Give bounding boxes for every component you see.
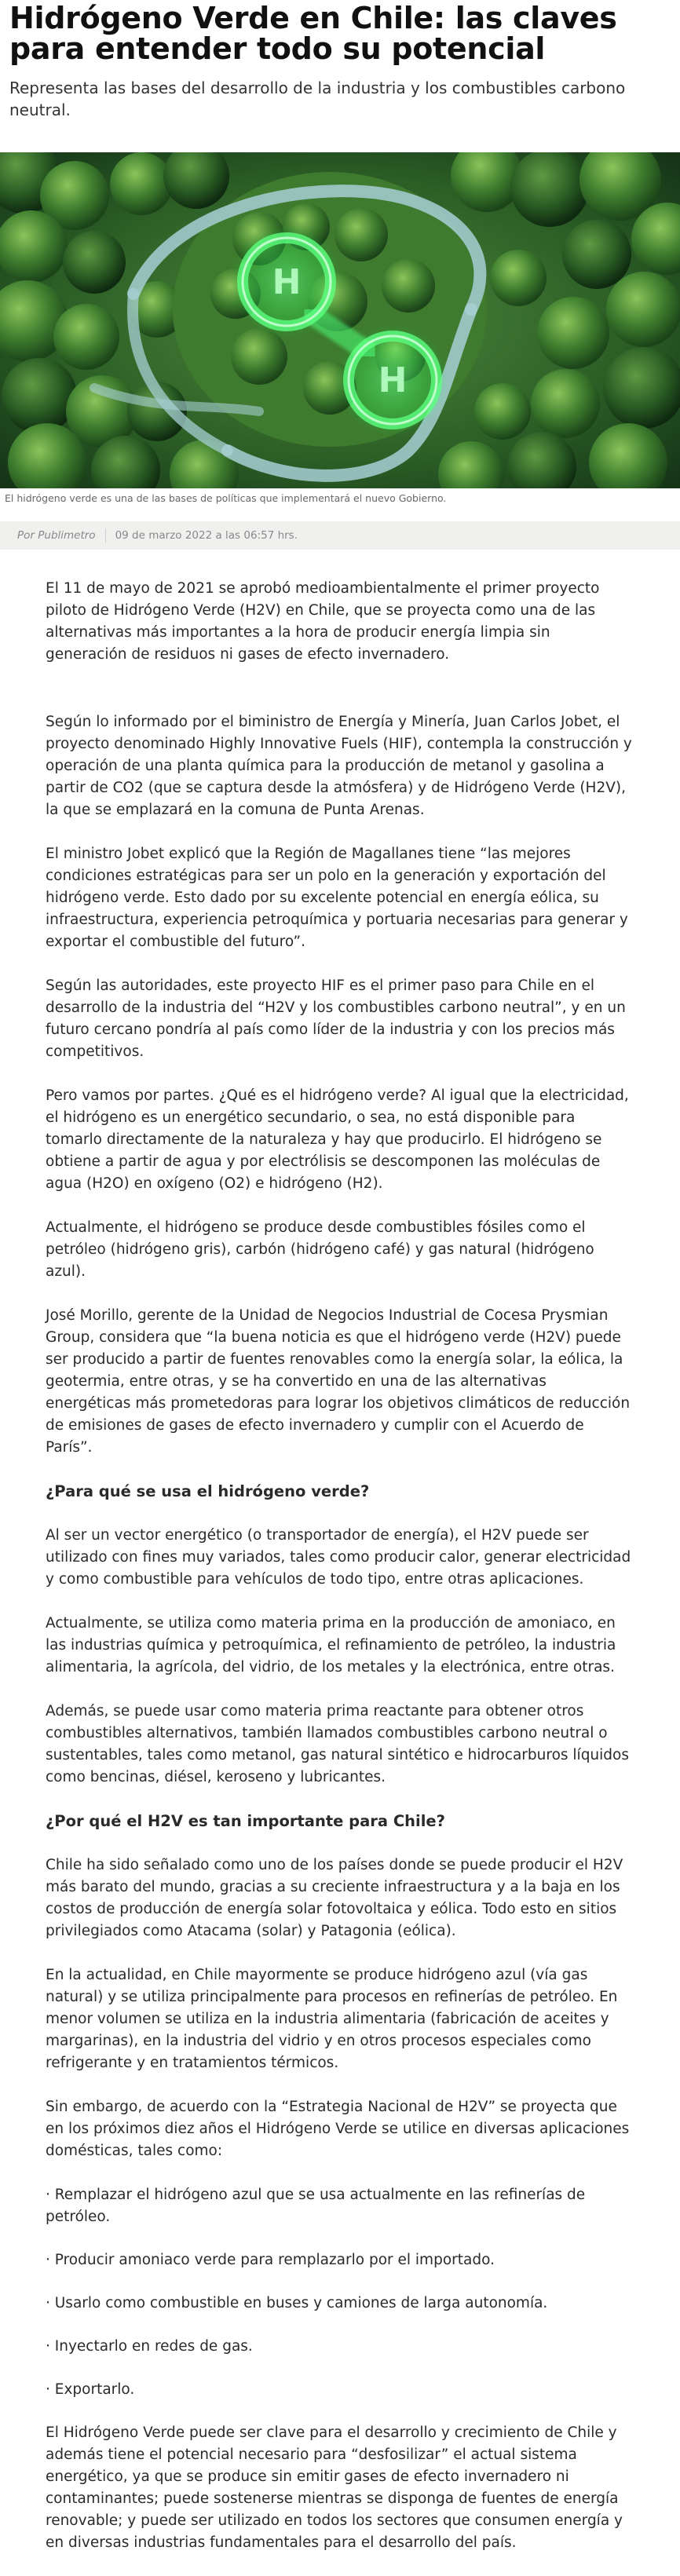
paragraph: En la actualidad, en Chile mayormente se produce hidrógeno azul (vía gas natural) y se utiliza principalmente para procesos en refinerías de petróleo. En menor volumen se utiliza en la industria alimentaria (fabricación de aceites y margarinas), en la industria del vidrio y en otros procesos especiales como refrigerante y en tratamientos térmicos. [46, 1967, 618, 2071]
paragraph: Sin embargo, de acuerdo con la “Estrategia Nacional de H2V” se proyecta que en los próximos diez años el Hidrógeno Verde se utilice en diversas aplicaciones domésticas, tales como: [46, 2099, 630, 2159]
meta-divider [105, 528, 106, 543]
byline[interactable]: Por Publimetro [17, 529, 96, 542]
article-meta [0, 521, 680, 550]
h-atom-label-2: H [378, 360, 408, 400]
paragraph: Además, se puede usar como materia prima reactante para obtener otros combustibles alternativos, también llamados combustibles carbono neutral o sustentables, tales como metanol, gas natural sintético e hidrocarburos líquidos como bencinas, diésel, keroseno y lubricantes. [46, 1703, 629, 1785]
paragraph: Actualmente, se utiliza como materia prima en la producción de amoniaco, en las industrias química y petroquímica, el refinamiento de petróleo, la industria alimentaria, la agrícola, del vidrio, de los metales y la electrónica, entre otras. [46, 1615, 616, 1675]
article-body [0, 550, 680, 2554]
subheadline: Representa las bases del desarrollo de la industria y los combustibles carbono neutral. [9, 79, 626, 119]
publish-date: 09 de marzo 2022 a las 06:57 hrs. [115, 529, 298, 542]
paragraph: Actualmente, el hidrógeno se produce desde combustibles fósiles como el petróleo (hidrógeno gris), carbón (hidrógeno café) y gas natural (hidrógeno azul). [46, 1219, 594, 1280]
hero-image[interactable] [0, 152, 680, 488]
paragraph: José Morillo, gerente de la Unidad de Negocios Industrial de Cocesa Prysmian Group, considera que “la buena noticia es que el hidrógeno verde (H2V) puede ser producido a partir de fuentes renovables como la energía solar, la eólica, la geotermia, entre otras, y se ha convertido en una de las alternativas energéticas más prometedoras para lograr los objetivos climáticos de reducción de emisiones de gases de efecto invernadero y cumplir con el Acuerdo de París”. [46, 1307, 631, 1456]
list-item: · Remplazar el hidrógeno azul que se usa actualmente en las refinerías de petróleo. [46, 2187, 586, 2225]
image-caption: El hidrógeno verde es una de las bases de políticas que implementará el nuevo Gobierno. [5, 492, 447, 504]
section-heading: ¿Por qué el H2V es tan importante para Chile? [46, 1812, 445, 1830]
h-atom-label-1: H [272, 262, 302, 302]
list-item: · Usarlo como combustible en buses y camiones de larga autonomía. [46, 2295, 548, 2311]
paragraph: El Hidrógeno Verde puede ser clave para el desarrollo y crecimiento de Chile y además tiene el potencial necesario para “desfosilizar” el actual sistema energético, ya que se produce sin emitir gases de efecto invernadero ni contaminantes; puede sostenerse mientras se disponga de fuentes de energía renovable; y puede ser utilizado en todos los sectores que consumen energía y en diversas industrias fundamentales para el desarrollo del país. [46, 2424, 623, 2551]
page-title: Hidrógeno Verde en Chile: las claves para entender todo su potencial [9, 1, 617, 66]
paragraph: Chile ha sido señalado como uno de los países donde se puede producir el H2V más barato del mundo, gracias a su creciente infraestructura y a la baja en los costos de producción de energía solar fotovoltaica y eólica. Todo esto en sitios privilegiados como Atacama (solar) y Patagonia (eólica). [46, 1857, 623, 1939]
paragraph: El 11 de mayo de 2021 se aprobó medioambientalmente el primer proyecto piloto de Hidrógeno Verde (H2V) en Chile, que se proyecta como una de las alternativas más importantes a la hora de producir energía limpia sin generación de residuos ni gases de efecto invernadero. [46, 580, 600, 663]
paragraph: El ministro Jobet explicó que la Región de Magallanes tiene “las mejores condiciones estratégicas para ser un polo en la generación y exportación del hidrógeno verde. Esto dado por su excelente potencial en energía eólica, su infraestructura, experiencia petroquímica y portuaria necesarias para generar y exportar el combustible del futuro”. [46, 846, 628, 950]
paragraph: Según lo informado por el biministro de Energía y Minería, Juan Carlos Jobet, el proyecto denominado Highly Innovative Fuels (HIF), contempla la construcción y operación de una planta química para la producción de metanol y gasolina a partir de CO2 (que se captura desde la atmósfera) y de Hidrógeno Verde (H2V), la que se emplazará en la comuna de Punta Arenas. [46, 714, 632, 818]
list-item: · Inyectarlo en redes de gas. [46, 2338, 253, 2355]
paragraph: Al ser un vector energético (o transportador de energía), el H2V puede ser utilizado con fines muy variados, tales como producir calor, generar electricidad y como combustible para vehículos de todo tipo, entre otras aplicaciones. [46, 1527, 631, 1588]
list-item: · Producir amoniaco verde para remplazarlo por el importado. [46, 2252, 495, 2268]
paragraph: Según las autoridades, este proyecto HIF es el primer paso para Chile en el desarrollo de la industria del “H2V y los combustibles carbono neutral”, y en un futuro cercano pondría al país como líder de la industria y con los precios más competitivos. [46, 977, 626, 1060]
section-heading: ¿Para qué se usa el hidrógeno verde? [46, 1482, 370, 1500]
list-item: · Exportarlo. [46, 2381, 135, 2398]
paragraph: Pero vamos por partes. ¿Qué es el hidrógeno verde? Al igual que la electricidad, el hidrógeno es un energético secundario, o sea, no está disponible para tomarlo directamente de la naturaleza y hay que producirlo. El hidrógeno se obtiene a partir de agua y por electrólisis se descomponen las moléculas de agua (H2O) en oxígeno (O2) e hidrógeno (H2). [46, 1087, 629, 1192]
hydrogen-molecule-forest-image [0, 152, 680, 488]
